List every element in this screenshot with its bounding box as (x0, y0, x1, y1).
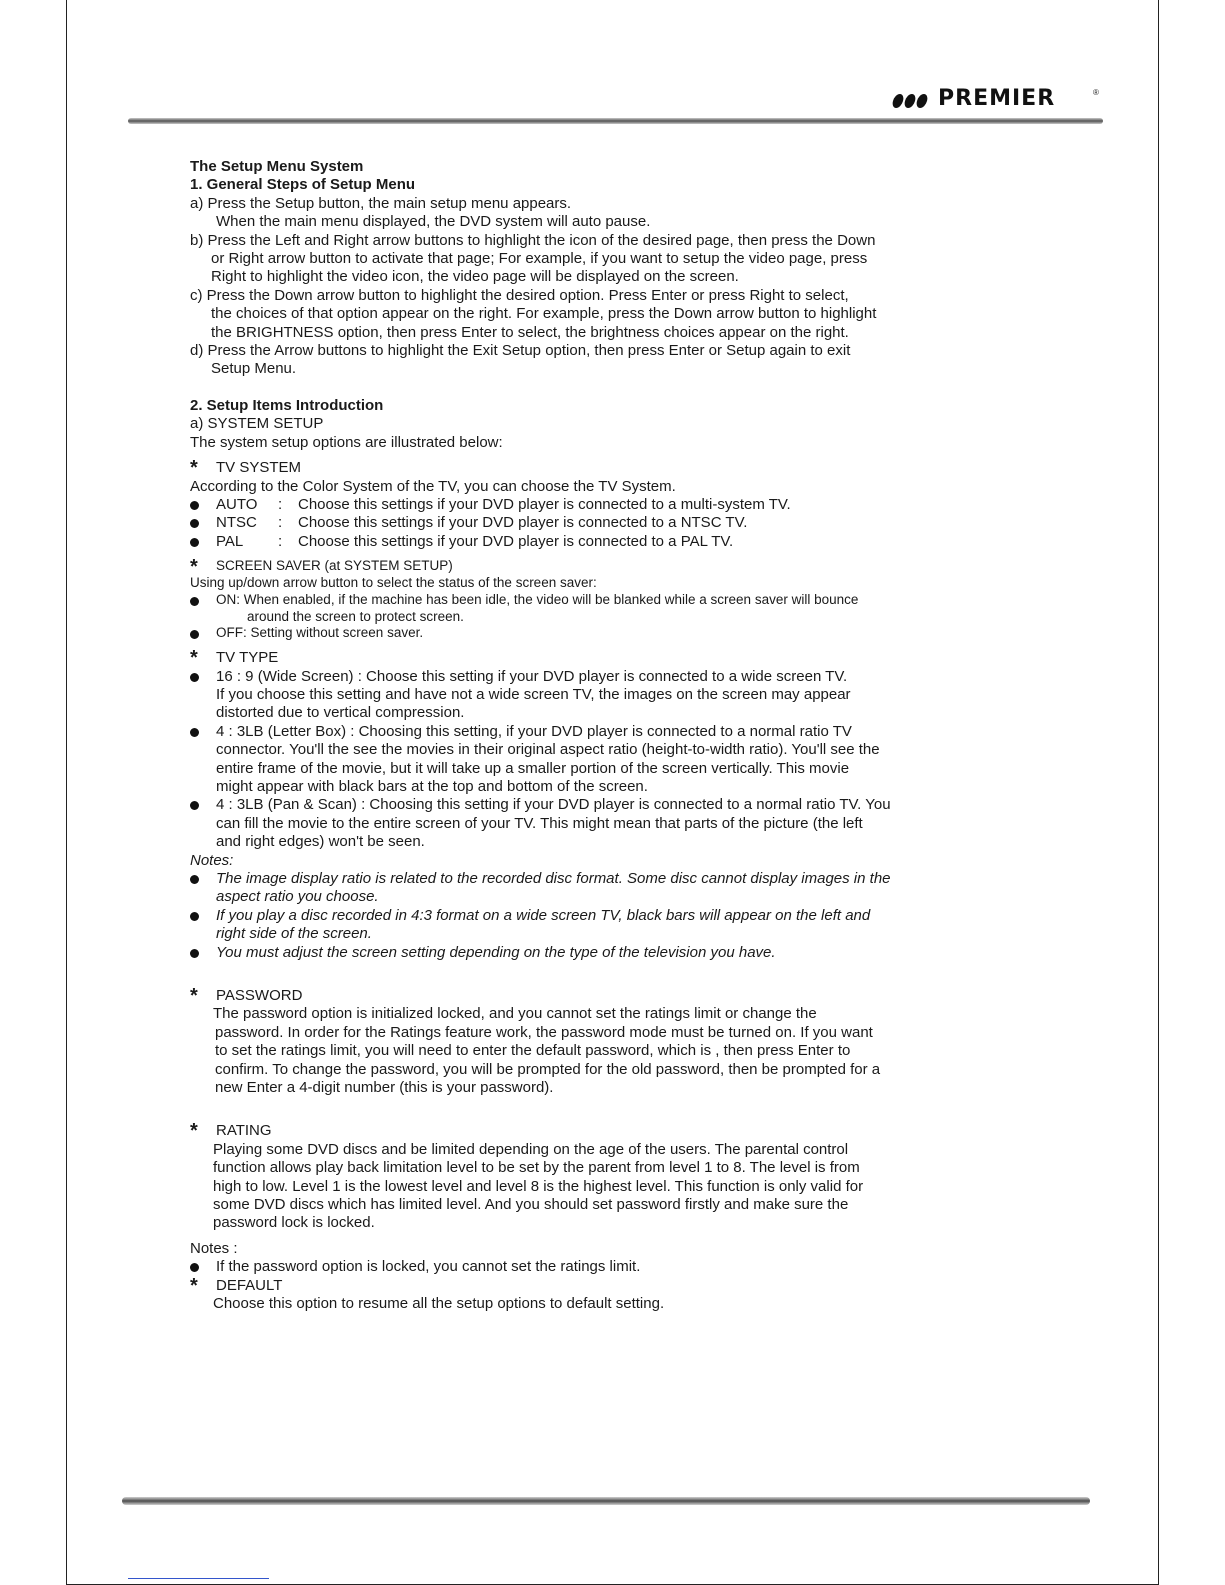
step-d-line: d) Press the Arrow buttons to highlight the Exit Setup option, then press Enter or Setup again to exit (190, 342, 851, 360)
system-setup-subheading: a) SYSTEM SETUP (190, 415, 324, 433)
asterisk-icon: * (190, 985, 198, 1008)
notes-label: Notes : (190, 1239, 238, 1257)
step-c-line: c) Press the Down arrow button to highlight the desired option. Press Enter or press Right to select, (190, 286, 849, 304)
list-item: AUTO : Choose this settings if your DVD player is connected to a multi-system TV. (190, 496, 1070, 514)
step-a-line: When the main menu displayed, the DVD system will auto pause. (216, 213, 651, 231)
default-title: * DEFAULT (190, 1274, 283, 1297)
screen-saver-title: * SCREEN SAVER (at SYSTEM SETUP) (190, 556, 453, 579)
screen-saver-on-cont: around the screen to protect screen. (247, 608, 464, 624)
list-item: The image display ratio is related to the recorded disc format. Some disc cannot display images in the aspect ratio you choose. (190, 870, 1070, 907)
bullet-icon (190, 801, 199, 810)
list-item: 16 : 9 (Wide Screen) : Choose this setting if your DVD player is connected to a wide screen TV. If you choose this setting and have not a wide screen TV, the images on the screen may appear distorted due to vertical compression. (190, 668, 1070, 723)
tv-system-title: * TV SYSTEM (190, 457, 302, 480)
list-item: 4 : 3LB (Pan & Scan) : Choosing this setting if your DVD player is connected to a normal ratio TV. You can fill the movie to the entire screen of your TV. This might mean that parts of the picture (the left and right edges) won't be seen. (190, 796, 1070, 851)
logo-registered-mark: ® (1093, 88, 1099, 97)
page-content (190, 158, 1070, 1314)
bullet-icon (190, 1263, 199, 1272)
footer-link-underline (128, 1578, 269, 1579)
list-item: NTSC : Choose this settings if your DVD player is connected to a NTSC TV. (190, 514, 1070, 532)
footer-rule (122, 1497, 1090, 1505)
step-c-line: the choices of that option appear on the right. For example, press the Down arrow button to highlight (211, 305, 877, 323)
asterisk-icon: * (190, 457, 198, 480)
bullet-icon (190, 728, 199, 737)
step-c-line: the BRIGHTNESS option, then press Enter to select, the brightness choices appear on the right. (211, 323, 849, 341)
list-item: ON: When enabled, if the machine has been idle, the video will be blanked while a screen saver will bounce (190, 592, 1070, 609)
tv-type-title: * TV TYPE (190, 647, 279, 670)
bullet-icon (190, 597, 199, 606)
list-item: If you play a disc recorded in 4:3 format on a wide screen TV, black bars will appear on the left and right side of the screen. (190, 907, 1070, 944)
page-title: The Setup Menu System (190, 158, 364, 175)
section-1-heading: 1. General Steps of Setup Menu (190, 176, 416, 194)
tv-system-intro: According to the Color System of the TV, you can choose the TV System. (190, 477, 676, 495)
asterisk-icon: * (190, 1274, 198, 1297)
screen-saver-intro: Using up/down arrow button to select the status of the screen saver: (190, 574, 597, 590)
step-b-line: or Right arrow button to activate that page; For example, if you want to setup the video page, press (211, 250, 868, 268)
list-item: OFF: Setting without screen saver. (190, 625, 1070, 642)
notes-label: Notes: (190, 851, 234, 869)
bullet-icon (190, 949, 199, 958)
asterisk-icon: * (190, 1120, 198, 1143)
step-a-line: a) Press the Setup button, the main setup menu appears. (190, 194, 572, 212)
step-d-line: Setup Menu. (211, 360, 297, 378)
asterisk-icon: * (190, 556, 198, 579)
bullet-icon (190, 501, 199, 510)
logo-dots-icon (893, 94, 929, 113)
rating-title: * RATING (190, 1120, 272, 1143)
bullet-icon (190, 912, 199, 921)
bullet-icon (190, 875, 199, 884)
password-body: The password option is initialized locked, and you cannot set the ratings limit or change the password. In order for the Ratings feature work, the password mode must be turned on. If you want to set the ratings limit, you will need to enter the default password, which is , then press Enter to confirm. To change the password, you will be prompted for the old password, then be prompted for a new Enter a 4-digit number (this is your password). (213, 1005, 881, 1097)
list-item: PAL : Choose this settings if your DVD player is connected to a PAL TV. (190, 533, 1070, 551)
rating-body: Playing some DVD discs and be limited depending on the age of the users. The parental control function allows play back limitation level to be set by the parent from level 1 to 8. The level is from high to low. Level 1 is the lowest level and level 8 is the highest level. This function is only valid for some DVD discs which has limited level. And you should set password firstly and make sure the password lock is locked. (213, 1140, 864, 1232)
header-rule (128, 118, 1103, 124)
premier-logo (893, 88, 1103, 112)
step-b-line: b) Press the Left and Right arrow buttons to highlight the icon of the desired page, then press the Down (190, 231, 876, 249)
bullet-icon (190, 538, 199, 547)
asterisk-icon: * (190, 647, 198, 670)
logo-text: PREMIER (938, 86, 1056, 111)
password-title: * PASSWORD (190, 985, 303, 1008)
list-item: If the password option is locked, you cannot set the ratings limit. (190, 1258, 1070, 1276)
bullet-icon (190, 519, 199, 528)
list-item: You must adjust the screen setting depending on the type of the television you have. (190, 944, 1070, 962)
default-body: Choose this option to resume all the setup options to default setting. (213, 1295, 665, 1313)
bullet-icon (190, 673, 199, 682)
system-setup-intro: The system setup options are illustrated below: (190, 433, 503, 451)
step-b-line: Right to highlight the video icon, the video page will be displayed on the screen. (211, 268, 739, 286)
bullet-icon (190, 630, 199, 639)
section-2-heading: 2. Setup Items Introduction (190, 396, 384, 414)
list-item: 4 : 3LB (Letter Box) : Choosing this setting, if your DVD player is connected to a normal ratio TV connector. You'll the see the movies in their original aspect ratio (height-to-width ratio). You'll see the entire frame of the movie, but it will take up a smaller portion of the screen vertically. This movie might appear with black bars at the top and bottom of the screen. (190, 723, 1070, 797)
